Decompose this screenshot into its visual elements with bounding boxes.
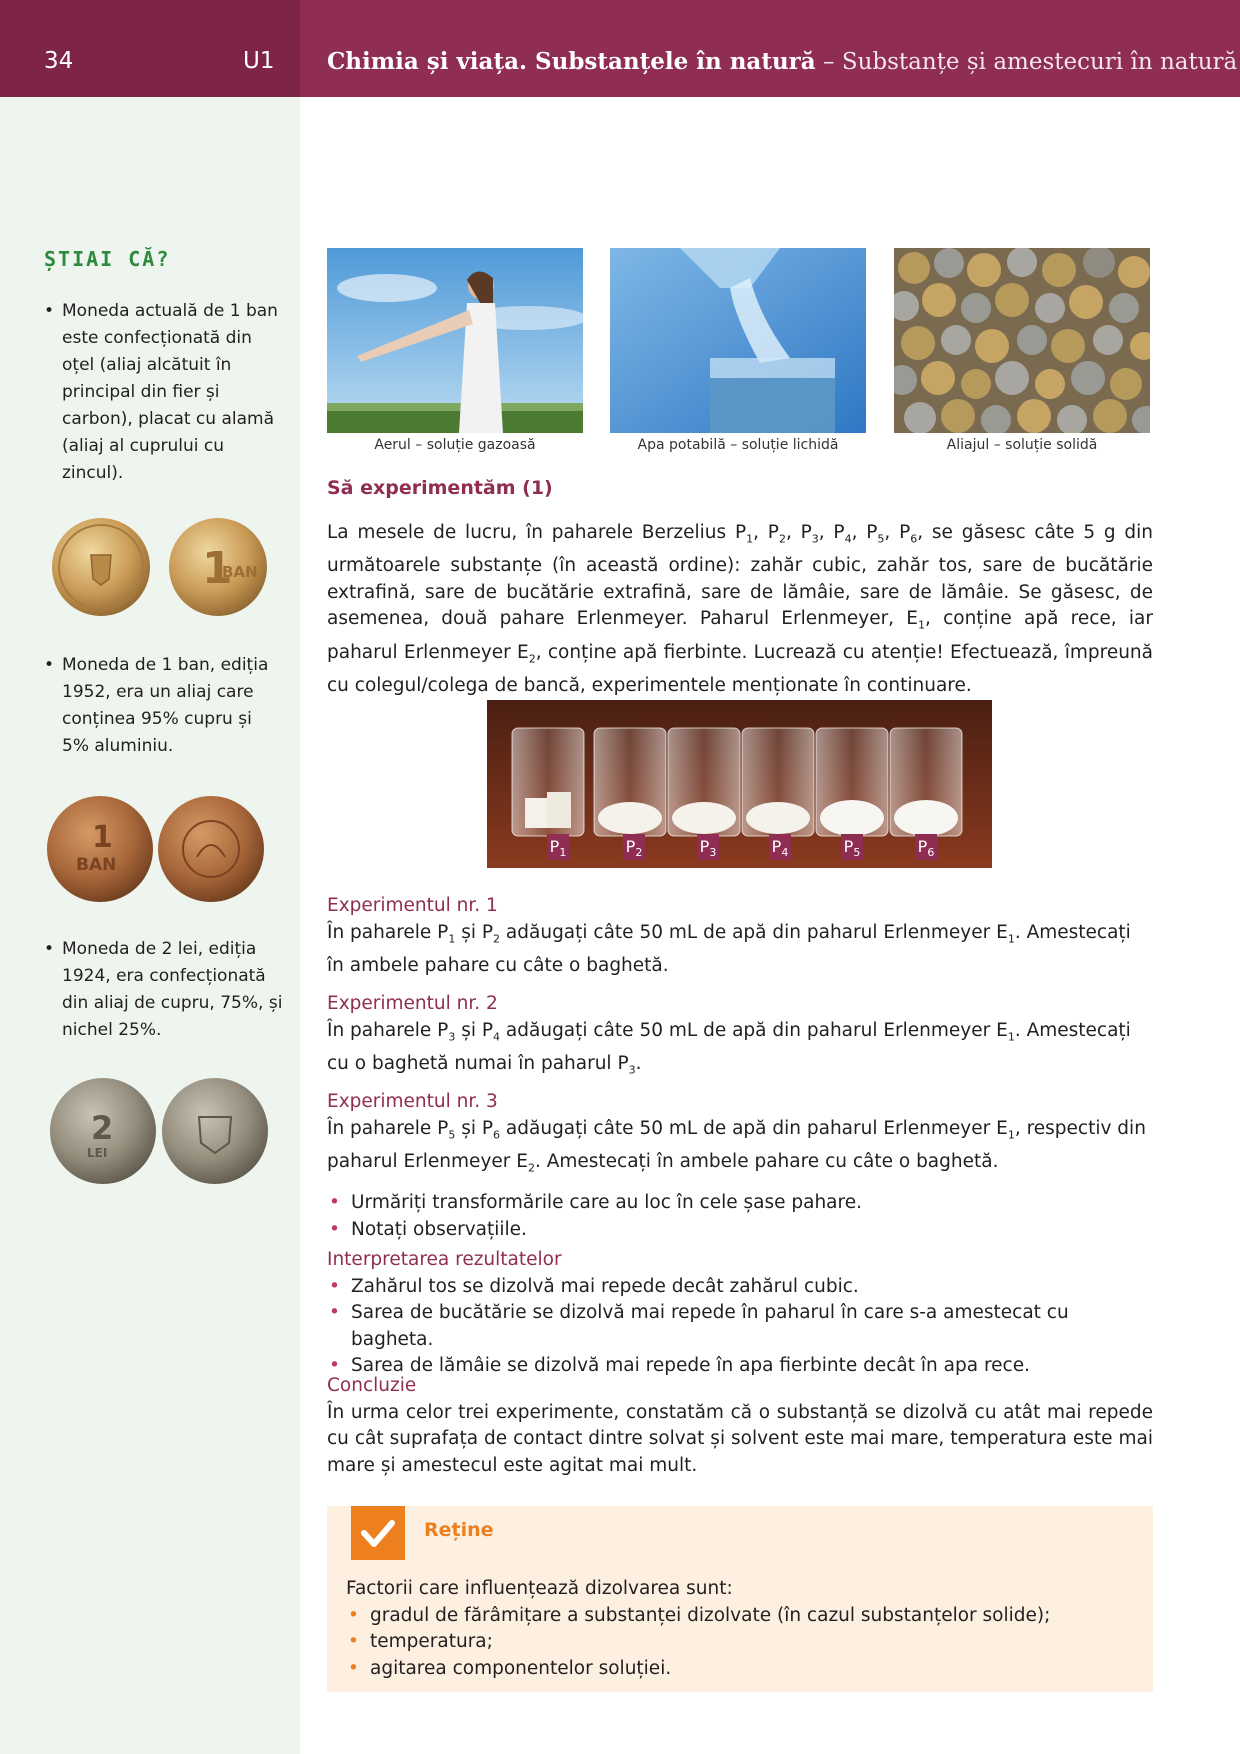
svg-text:2: 2 [91,1109,114,1147]
task-item: • Urmăriți transformările care au loc în cele șase pahare. [327,1190,1153,1217]
interpretation-item: • Sarea de bucătărie se dizolvă mai repede în paharul în care s-a amestecat cu bagheta. [327,1300,1153,1353]
caption-alloy: Aliajul – soluție solidă [946,437,1098,453]
experiment-3 [327,1089,1153,1243]
beakers-photo [487,700,992,868]
retine-list [346,1603,1146,1683]
beaker-label-3: $P_3$ [697,834,719,860]
checkmark-icon [351,1506,405,1560]
beaker-label-5: $P_5$ [841,834,863,860]
interpretation [327,1247,1153,1380]
svg-text:1: 1 [202,543,233,594]
task-list [327,1190,1153,1243]
retine-intro: Factorii care influențează dizolvarea sunt: [346,1578,733,1599]
fact-list-2 [44,652,284,760]
fact-list-1 [44,298,284,487]
coin-2-lei-1924 [49,1077,157,1185]
photo-coins-pile [894,248,1150,433]
experiment-1 [327,893,1153,979]
experiment-1-title: Experimentul nr. 1 [327,895,498,916]
page-title [327,48,1237,75]
retine-box [327,1506,1153,1692]
conclusion [327,1373,1153,1479]
interpretation-item: • Zahărul tos se dizolvă mai repede decât zahărul cubic. [327,1274,1153,1301]
retine-item: • agitarea componentelor soluției. [346,1656,1146,1683]
svg-text:BAN: BAN [76,855,117,875]
experiment-2-text: În paharele $P_3$ și $P_4$ adăugați câte 50 mL de apă din paharul Erlenmeyer $E_1$. Amestecați cu o baghetă numai în paharul $P_3$. [327,1019,1131,1077]
coin-romania-2016 [51,517,151,617]
beaker-label-1: $P_1$ [547,834,569,860]
retine-item: • gradul de fărâmițare a substanței dizolvate (în cazul substanțelor solide); [346,1603,1146,1630]
beaker-label-6: $P_6$ [915,834,937,860]
retine-text [346,1576,1146,1682]
experiment-1-text: În paharele $P_1$ și $P_2$ adăugați câte 50 mL de apă din paharul Erlenmeyer $E_1$. Amestecați în ambele pahare cu câte o baghetă. [327,921,1131,976]
experiment-intro: La mesele de lucru, în paharele Berzelius $P_1$, $P_2$, $P_3$, $P_4$, $P_5$, $P_6$, se găsesc câte 5 g din următoarele substanțe (în această ordine): zahăr cubic, zahăr tos, sare de bucătărie extrafină, sare de bucătărie extrafină, sare de lămâie, sare de lămâie. Se găsesc, de asemenea, două pahare Erlenmeyer. Paharul Erlenmeyer, $E_1$, conține apă rece, iar paharul Erlenmeyer $E_2$, conține apă fierbinte. Lucrează cu atenție! Efectuează, împreună cu colegul/colega de bancă, experimentele menționate în continuare. [327,522,1154,697]
caption-water: Apa potabilă – soluție lichidă [637,437,839,453]
unit-label: U1 [243,48,275,74]
conclusion-title: Concluzie [327,1375,417,1396]
coin-1-ban-1952 [46,795,154,903]
svg-text:LEI: LEI [87,1146,108,1160]
fact-list-3 [44,936,284,1044]
experiment-heading: Să experimentăm (1) [327,477,553,499]
conclusion-text: În urma celor trei experimente, constatăm că o substanță se dizolvă cu atât mai repede cu cât suprafața de contact dintre solvat și solvent este mai mare, temperatura este mai mare și amestecul este agitat mai mult. [327,1401,1153,1476]
coin-1-ban-1952-reverse [157,795,265,903]
beaker-label-4: $P_4$ [769,834,791,860]
experiment-3-text: În paharele $P_5$ și $P_6$ adăugați câte 50 mL de apă din paharul Erlenmeyer $E_1$, respectiv din paharul Erlenmeyer $E_2$. Amestecați în ambele pahare cu câte o baghetă. [327,1117,1146,1175]
interpretation-item: • Sarea de lămâie se dizolvă mai repede în apa fierbinte decât în apa rece. [327,1353,1153,1380]
page-header [0,0,1240,97]
photo-water-glass [610,248,866,433]
interpretation-list [327,1274,1153,1380]
svg-text:1: 1 [92,820,113,855]
caption-air: Aerul – soluție gazoasă [374,437,536,453]
svg-text:BAN: BAN [222,563,258,581]
beaker-label-2: $P_2$ [623,834,645,860]
sidebar-heading: ȘTIAI CĂ? [44,247,171,271]
interpretation-title: Interpretarea rezultatelor [327,1249,562,1270]
retine-title: Reține [424,1519,494,1541]
title-bold: Chimia și viața. Substanțele în natură [327,48,816,75]
experiment-2-title: Experimentul nr. 2 [327,993,498,1014]
task-item: • Notați observațiile. [327,1217,1153,1244]
coin-1-ban-2016 [168,517,268,617]
fact-item: • Moneda de 1 ban, ediția 1952, era un aliaj care conținea 95% cupru și 5% aluminiu. [44,652,284,760]
fact-item: • Moneda de 2 lei, ediția 1924, era confecționată din aliaj de cupru, 75%, și nichel 25%. [44,936,284,1044]
coin-2-lei-1924-reverse [161,1077,269,1185]
photo-air-woman [327,248,583,433]
experiment-3-title: Experimentul nr. 3 [327,1091,498,1112]
title-subtitle: – Substanțe și amestecuri în natură [815,49,1238,75]
retine-item: • temperatura; [346,1629,1146,1656]
experiment-2 [327,991,1153,1084]
fact-item: • Moneda actuală de 1 ban este confecționată din oțel (aliaj alcătuit în principal din fier și carbon), placat cu alamă (aliaj al cuprului cu zincul). [44,298,284,487]
page-number: 34 [44,48,74,74]
